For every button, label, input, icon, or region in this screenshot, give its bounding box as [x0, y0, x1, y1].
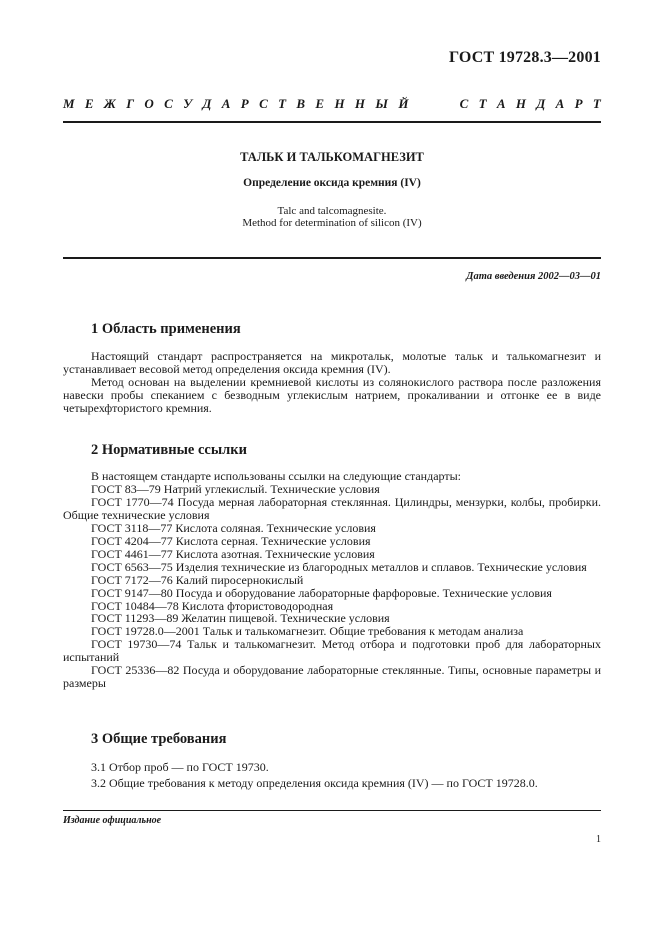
requirements-list — [63, 760, 601, 791]
document-subtitle: Определение оксида кремния (IV) — [243, 177, 421, 189]
reference-item: ГОСТ 1770—74 Посуда мерная лабораторная стеклянная. Цилиндры, мензурки, колбы, пробирки. Общие технические условия — [63, 494, 601, 522]
banner-letter: Ы — [375, 96, 388, 111]
english-title-line2: Method for determination of silicon (IV) — [242, 217, 422, 229]
reference-item: ГОСТ 11293—89 Желатин пищевой. Технические условия — [91, 611, 390, 626]
section-heading-references: 2 Нормативные ссылки — [91, 442, 247, 458]
references-intro: В настоящем стандарте использованы ссылки на следующие стандарты: — [91, 469, 462, 483]
banner-letter: С — [259, 96, 268, 111]
interstate-standard-banner — [63, 96, 601, 112]
banner-letter: С — [164, 96, 173, 111]
document-title: ТАЛЬК И ТАЛЬКОМАГНЕЗИТ — [240, 150, 424, 164]
banner-letter: Н — [334, 96, 345, 111]
banner-letter: Е — [315, 96, 325, 111]
banner-letter: Д — [536, 96, 546, 111]
reference-item: ГОСТ 6563—75 Изделия технические из благородных металлов и сплавов. Технические условия — [91, 559, 587, 574]
banner-letter: А — [221, 96, 231, 111]
reference-item: ГОСТ 9147—80 Посуда и оборудование лабораторные фарфоровые. Технические условия — [91, 585, 552, 600]
banner-letter: В — [296, 96, 306, 111]
requirement-item: 3.1 Отбор проб — по ГОСТ 19730. — [91, 760, 269, 774]
title-divider — [63, 257, 601, 259]
banner-letter: О — [144, 96, 154, 111]
banner-letter: Н — [515, 96, 527, 111]
banner-letter: Й — [398, 96, 409, 111]
banner-letter: Т — [278, 96, 287, 111]
banner-letter: Д — [202, 96, 212, 111]
reference-item: ГОСТ 19728.0—2001 Тальк и талькомагнезит. Общие требования к методам анализа — [91, 624, 524, 639]
banner-letter: Е — [84, 96, 94, 111]
banner-letter: Т — [592, 96, 601, 111]
reference-item: ГОСТ 7172—76 Калий пиросернокислый — [91, 572, 304, 587]
page-number: 1 — [596, 834, 601, 845]
reference-item: ГОСТ 3118—77 Кислота соляная. Технические условия — [91, 520, 376, 535]
reference-item: ГОСТ 4204—77 Кислота серная. Технические условия — [91, 533, 371, 548]
banner-letter: М — [63, 96, 75, 111]
banner-gap — [446, 96, 449, 112]
banner-letter: С — [459, 96, 469, 111]
banner-letter: Н — [354, 96, 366, 111]
banner-letter: У — [183, 96, 193, 111]
introduction-date: Дата введения 2002—03—01 — [466, 271, 601, 282]
scope-paragraph-1: Настоящий стандарт распространяется на микротальк, молотые тальк и талькомагнезит и устанавливает весовой метод определения оксида кремния (IV). — [63, 349, 601, 376]
top-divider — [63, 121, 601, 123]
document-code: ГОСТ 19728.3—2001 — [448, 49, 601, 66]
reference-item: ГОСТ 25336—82 Посуда и оборудование лабораторные стеклянные. Типы, основные параметры и размеры — [63, 663, 601, 691]
banner-letter: А — [496, 96, 506, 111]
scope-paragraph-2: Метод основан на выделении кремниевой кислоты из солянокислого раствора после разложения навески пробы спеканием с безводным углекислым натрием, прокаливании и отгонке ее в виде четырехфтористого кремния. — [63, 375, 601, 415]
banner-gap — [419, 96, 422, 112]
banner-letter: А — [555, 96, 565, 111]
references-list — [63, 470, 601, 690]
banner-letter: Р — [574, 96, 583, 111]
section-heading-general-requirements: 3 Общие требования — [91, 731, 227, 747]
official-edition-label: Издание официальное — [63, 815, 162, 826]
banner-letter: Р — [240, 96, 249, 111]
reference-item: ГОСТ 10484—78 Кислота фтористоводородная — [91, 598, 334, 613]
reference-item: ГОСТ 19730—74 Тальк и талькомагнезит. Метод отбора и подготовки проб для лабораторных испытаний — [63, 637, 601, 665]
section-heading-scope: 1 Область применения — [91, 321, 241, 337]
reference-item: ГОСТ 4461—77 Кислота азотная. Технические условия — [91, 546, 375, 561]
footer-divider — [63, 810, 601, 811]
banner-gap — [432, 96, 435, 112]
banner-letter: Т — [478, 96, 487, 111]
requirement-item: 3.2 Общие требования к методу определения оксида кремния (IV) — по ГОСТ 19728.0. — [91, 775, 538, 790]
english-title-line1: Talc and talcomagnesite. — [277, 205, 387, 217]
reference-item: ГОСТ 83—79 Натрий углекислый. Технические условия — [91, 481, 380, 496]
banner-letter: Г — [126, 96, 135, 111]
banner-letter: Ж — [103, 96, 116, 111]
